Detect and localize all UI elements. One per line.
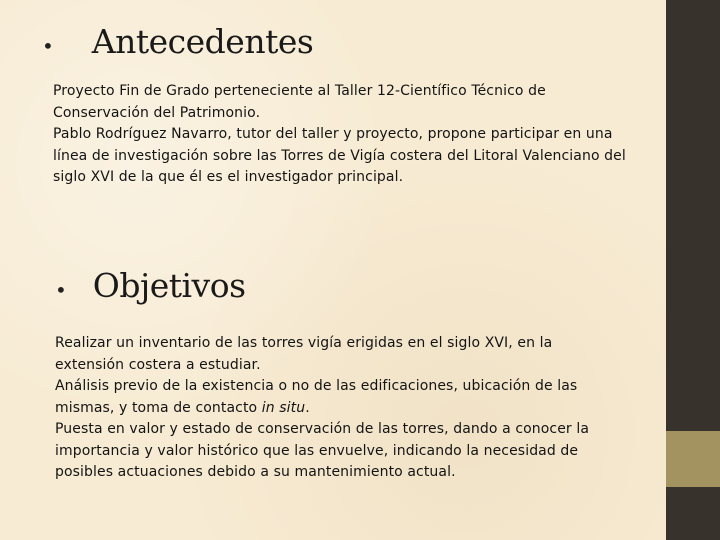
bullet-icon: • bbox=[55, 278, 67, 302]
objetivos-item-2-text: Análisis previo de la existencia o no de las edificaciones, ubicación de las mismas, y toma de contacto bbox=[55, 378, 578, 416]
antecedentes-paragraph-1: Proyecto Fin de Grado perteneciente al Taller 12-Científico Técnico de Conservación del Patrimonio. bbox=[53, 83, 546, 121]
section-antecedentes-header bbox=[42, 22, 313, 61]
section-objetivos-header bbox=[55, 266, 246, 305]
side-bar-accent bbox=[666, 431, 720, 487]
objetivos-item-3: Puesta en valor y estado de conservación de las torres, dando a conocer la importancia y valor histórico que las envuelve, indicando la necesidad de posibles actuaciones debido a su mantenimiento actual. bbox=[55, 421, 589, 480]
objetivos-item-2 bbox=[55, 376, 615, 419]
antecedentes-paragraph-2: Pablo Rodríguez Navarro, tutor del taller y proyecto, propone participar en una línea de investigación sobre las Torres de Vigía costera del Litoral Valenciano del siglo XVI de la que él es el investigador principal. bbox=[53, 126, 626, 185]
objetivos-body bbox=[55, 333, 615, 484]
section-objetivos-title: Objetivos bbox=[92, 266, 246, 305]
section-antecedentes-title: Antecedentes bbox=[91, 22, 314, 61]
bullet-icon: • bbox=[42, 34, 54, 58]
antecedentes-body bbox=[53, 81, 643, 189]
objetivos-item-2-italic: in situ bbox=[261, 399, 306, 416]
objetivos-item-2-end: . bbox=[305, 399, 310, 416]
objetivos-item-1: Realizar un inventario de las torres vigía erigidas en el siglo XVI, en la extensión costera a estudiar. bbox=[55, 335, 553, 373]
